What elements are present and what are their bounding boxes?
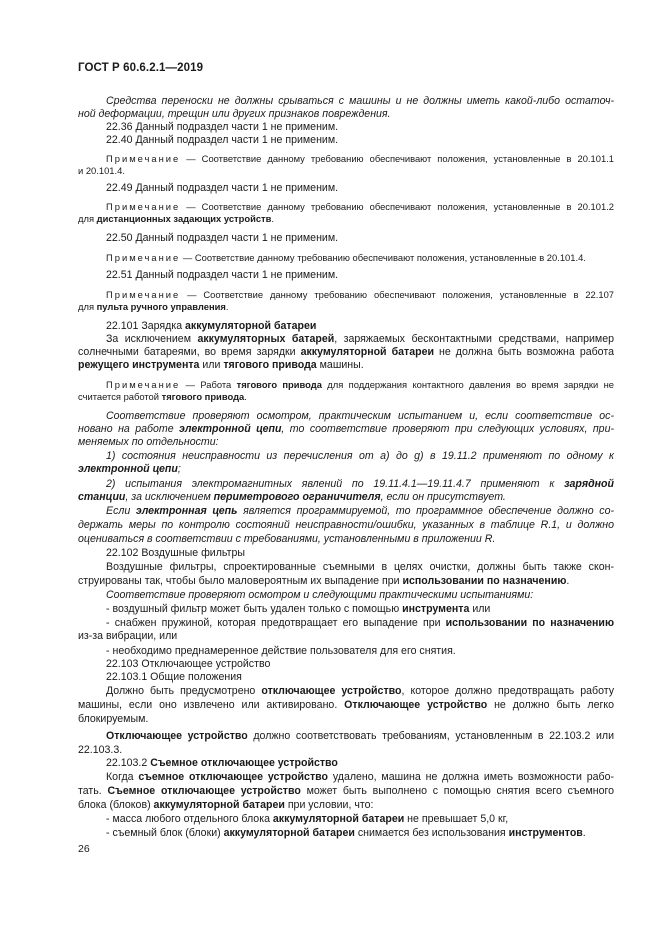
text-line bbox=[106, 121, 614, 134]
text-segment: Примечание bbox=[106, 252, 181, 263]
term-bold: режущего инструмента bbox=[78, 359, 200, 371]
text-line bbox=[106, 232, 614, 245]
text-line bbox=[78, 699, 614, 712]
text-segment: является программируемой, то программное обеспечение должно со- bbox=[237, 505, 614, 517]
note-line bbox=[78, 390, 614, 403]
text-segment: из-за вибрации, или bbox=[78, 630, 178, 642]
text-line bbox=[78, 799, 614, 812]
term-bold: инструмента bbox=[402, 603, 470, 615]
text-segment: машины, если оно извлечено или активировано. bbox=[78, 699, 345, 711]
term-bold: Съемное отключающее устройство bbox=[107, 785, 301, 797]
text-line bbox=[106, 95, 614, 108]
text-segment: - воздушный фильтр может быть удален только с помощью bbox=[106, 603, 403, 615]
text-segment: - необходимо преднамеренное действие пользователя для его снятия. bbox=[106, 645, 456, 657]
text-segment: Соответствие проверяют осмотром, практическим испытанием и, если соответствие ос- bbox=[106, 410, 614, 422]
text-segment: , если он присутствует. bbox=[380, 491, 506, 503]
term-bold: тягового привода bbox=[161, 391, 245, 402]
text-segment: . bbox=[225, 301, 229, 312]
text-line bbox=[106, 827, 614, 840]
text-line bbox=[78, 108, 614, 121]
text-segment: блока (блоков) bbox=[78, 799, 154, 811]
text-line bbox=[106, 561, 614, 574]
text-line bbox=[78, 519, 614, 532]
document-header: ГОСТ Р 60.6.2.1—2019 bbox=[78, 62, 204, 74]
term-bold: использовании по назначению bbox=[402, 575, 567, 587]
text-line bbox=[78, 491, 614, 504]
text-line bbox=[106, 757, 614, 770]
text-segment: 22.49 Данный подраздел части 1 не применим. bbox=[106, 182, 339, 194]
text-segment: Средства переноски не должны срываться с машины и не должны иметь какой-либо остаточ- bbox=[106, 95, 614, 107]
text-segment: 22.101 Зарядка bbox=[106, 320, 186, 332]
text-segment: 22.103.2 bbox=[106, 757, 151, 769]
text-segment: или bbox=[199, 359, 224, 371]
page-number: 26 bbox=[78, 843, 90, 855]
text-line bbox=[78, 359, 614, 372]
text-segment: 22.51 Данный подраздел части 1 не применим. bbox=[106, 269, 339, 281]
note-line bbox=[106, 251, 614, 264]
term-bold: пульта ручного управления bbox=[96, 301, 226, 312]
text-segment: для bbox=[78, 213, 97, 224]
text-segment: . bbox=[244, 391, 247, 402]
term-bold: аккумуляторной батареи bbox=[185, 320, 317, 332]
note-line bbox=[78, 212, 614, 225]
note-line bbox=[78, 164, 614, 177]
text-line bbox=[78, 575, 614, 588]
text-segment: Примечание bbox=[106, 153, 181, 164]
text-segment: — Соответствие данному требованию обеспечивают положения, установленные в 22.107 bbox=[180, 289, 614, 300]
text-line bbox=[106, 547, 614, 560]
text-segment: Когда bbox=[106, 771, 139, 783]
text-segment: и 20.101.4. bbox=[78, 165, 125, 176]
term-bold: электронная цепь bbox=[135, 505, 238, 517]
term-bold: тягового привода bbox=[236, 379, 322, 390]
term-bold: периметрового ограничителя bbox=[213, 491, 381, 503]
text-line bbox=[106, 333, 614, 346]
text-segment: 2) испытания электромагнитных явлений по 19.11.4.1—19.11.4.7 применяют к bbox=[106, 478, 565, 490]
term-bold: использовании по назначению bbox=[445, 617, 614, 629]
text-segment: Должно быть предусмотрено bbox=[106, 685, 262, 697]
text-line bbox=[106, 320, 614, 333]
text-line bbox=[106, 771, 614, 784]
text-segment: меняемых по отдельности: bbox=[78, 436, 219, 448]
term-bold: электронной цепи bbox=[179, 423, 282, 435]
text-segment: не должна быть возможна работа bbox=[434, 346, 614, 358]
text-segment: — Работа bbox=[180, 379, 237, 390]
text-line bbox=[78, 463, 614, 476]
text-line bbox=[78, 423, 614, 436]
text-line bbox=[78, 713, 614, 726]
text-segment: Воздушные фильтры, спроектированные съемными в целях очистки, должны быть также скон- bbox=[106, 561, 614, 573]
text-line bbox=[106, 813, 614, 826]
text-segment: 22.50 Данный подраздел части 1 не применим. bbox=[106, 232, 339, 244]
term-bold: инструментов bbox=[508, 827, 583, 839]
note-line bbox=[78, 300, 614, 313]
term-bold: зарядной bbox=[564, 478, 614, 490]
text-segment: снимается без использования bbox=[354, 827, 509, 839]
text-line bbox=[78, 785, 614, 798]
text-segment: должно соответствовать требованиям, установленным в 22.103.2 или bbox=[247, 730, 614, 742]
term-bold: Съемное отключающее устройство bbox=[150, 757, 338, 769]
text-line bbox=[106, 658, 614, 671]
text-segment: новано на работе bbox=[78, 423, 180, 435]
text-segment: - снабжен пружиной, которая предотвращает его выпадение при bbox=[106, 617, 446, 629]
text-segment: может быть выполнено с помощью снятия всего съемного bbox=[300, 785, 614, 797]
text-segment: Соответствие проверяют осмотром и следующими практическими испытаниями: bbox=[106, 589, 534, 601]
term-bold: аккумуляторной батареи bbox=[223, 827, 355, 839]
text-segment: , то соответствие проверяют при следующих условиях, при- bbox=[281, 423, 614, 435]
term-bold: электронной цепи bbox=[78, 463, 178, 475]
text-segment: ; bbox=[177, 463, 181, 475]
text-line bbox=[106, 410, 614, 423]
text-segment: для bbox=[78, 301, 97, 312]
text-segment: не должно быть легко bbox=[487, 699, 614, 711]
text-segment: солнечными батареями, во время зарядки bbox=[78, 346, 301, 358]
term-bold: Отключающее устройство bbox=[106, 730, 248, 742]
text-segment: — Соответствие данному требованию обеспечивают положения, установленные в 20.101.1 bbox=[180, 153, 614, 164]
text-segment: 22.102 Воздушные фильтры bbox=[106, 547, 245, 559]
text-line bbox=[106, 603, 614, 616]
text-line bbox=[78, 533, 614, 546]
term-bold: аккумуляторной батареи bbox=[272, 813, 405, 825]
text-segment: оцениваться в соответствии с требованиями, установленными в приложении R. bbox=[78, 533, 496, 545]
text-line bbox=[78, 436, 614, 449]
text-line bbox=[106, 505, 614, 518]
term-bold: аккумуляторной батареи bbox=[300, 346, 434, 358]
text-line bbox=[78, 346, 614, 359]
text-segment: , за исключением bbox=[125, 491, 214, 503]
text-segment: блокируемым. bbox=[78, 713, 149, 725]
text-segment: не превышает 5,0 кг, bbox=[404, 813, 509, 825]
text-segment: - съемный блок (блоки) bbox=[106, 827, 224, 839]
term-bold: аккумуляторной батареи bbox=[153, 799, 285, 811]
text-line bbox=[106, 478, 614, 491]
text-line bbox=[106, 182, 614, 195]
text-segment: тать. bbox=[78, 785, 108, 797]
text-segment: считается работой bbox=[78, 391, 162, 402]
text-segment: удалено, машина не должна иметь возможности рабо- bbox=[327, 771, 615, 783]
text-segment: при условии, что: bbox=[284, 799, 374, 811]
term-bold: дистанционных задающих устройств bbox=[96, 213, 272, 224]
text-line bbox=[106, 269, 614, 282]
text-line bbox=[78, 630, 614, 643]
text-segment: Примечание bbox=[106, 379, 181, 390]
text-segment: 22.103 Отключающее устройство bbox=[106, 658, 271, 670]
text-segment: Примечание bbox=[106, 289, 181, 300]
text-segment: 22.40 Данный подраздел части 1 не применим. bbox=[106, 134, 339, 146]
text-segment: Если bbox=[106, 505, 136, 517]
text-segment: машины. bbox=[316, 359, 364, 371]
text-line bbox=[106, 671, 614, 684]
text-segment: , заряжаемых бесконтактными средствами, например bbox=[334, 333, 614, 345]
text-line bbox=[106, 645, 614, 658]
term-bold: станции bbox=[78, 491, 126, 503]
text-segment: - масса любого отдельного блока bbox=[106, 813, 273, 825]
text-line bbox=[106, 589, 614, 602]
text-segment: 22.103.1 Общие положения bbox=[106, 671, 242, 683]
text-segment: ной деформации, трещин или других признаков повреждения. bbox=[78, 108, 391, 120]
term-bold: съемное отключающее устройство bbox=[138, 771, 328, 783]
text-line bbox=[78, 744, 614, 757]
text-segment: или bbox=[469, 603, 491, 615]
text-segment: . bbox=[566, 575, 570, 587]
text-segment: 22.103.3. bbox=[78, 744, 123, 756]
term-bold: тягового привода bbox=[223, 359, 317, 371]
text-segment: держать меры по контролю состояний неисправности/ошибки, указанных в таблице R.1, и должно bbox=[78, 519, 614, 531]
text-segment: . bbox=[582, 827, 586, 839]
text-segment: — Соответствие данному требованию обеспечивают положения, установленные в 20.101.2 bbox=[180, 201, 614, 212]
text-segment: Примечание bbox=[106, 201, 181, 212]
text-line bbox=[106, 685, 614, 698]
text-segment: . bbox=[271, 213, 275, 224]
text-segment: 1) состояния неисправности из перечисления от а) до g) в 19.11.2 применяют по одному к bbox=[106, 450, 614, 462]
term-bold: аккумуляторных батарей bbox=[197, 333, 335, 345]
text-line bbox=[106, 617, 614, 630]
text-segment: 22.36 Данный подраздел части 1 не применим. bbox=[106, 121, 339, 133]
text-segment: для поддержания контактного давления во время зарядки не bbox=[321, 379, 615, 390]
text-segment: струированы так, чтобы было маловероятным их выпадение при bbox=[78, 575, 403, 587]
text-segment: За исключением bbox=[106, 333, 198, 345]
text-line bbox=[106, 134, 614, 147]
term-bold: Отключающее устройство bbox=[344, 699, 488, 711]
text-line bbox=[106, 450, 614, 463]
text-segment: , которое должно предотвращать работу bbox=[401, 685, 614, 697]
term-bold: отключающее устройство bbox=[261, 685, 402, 697]
text-line bbox=[106, 730, 614, 743]
text-segment: — Соответствие данному требованию обеспечивают положения, установленные в 20.101.4. bbox=[180, 252, 586, 263]
